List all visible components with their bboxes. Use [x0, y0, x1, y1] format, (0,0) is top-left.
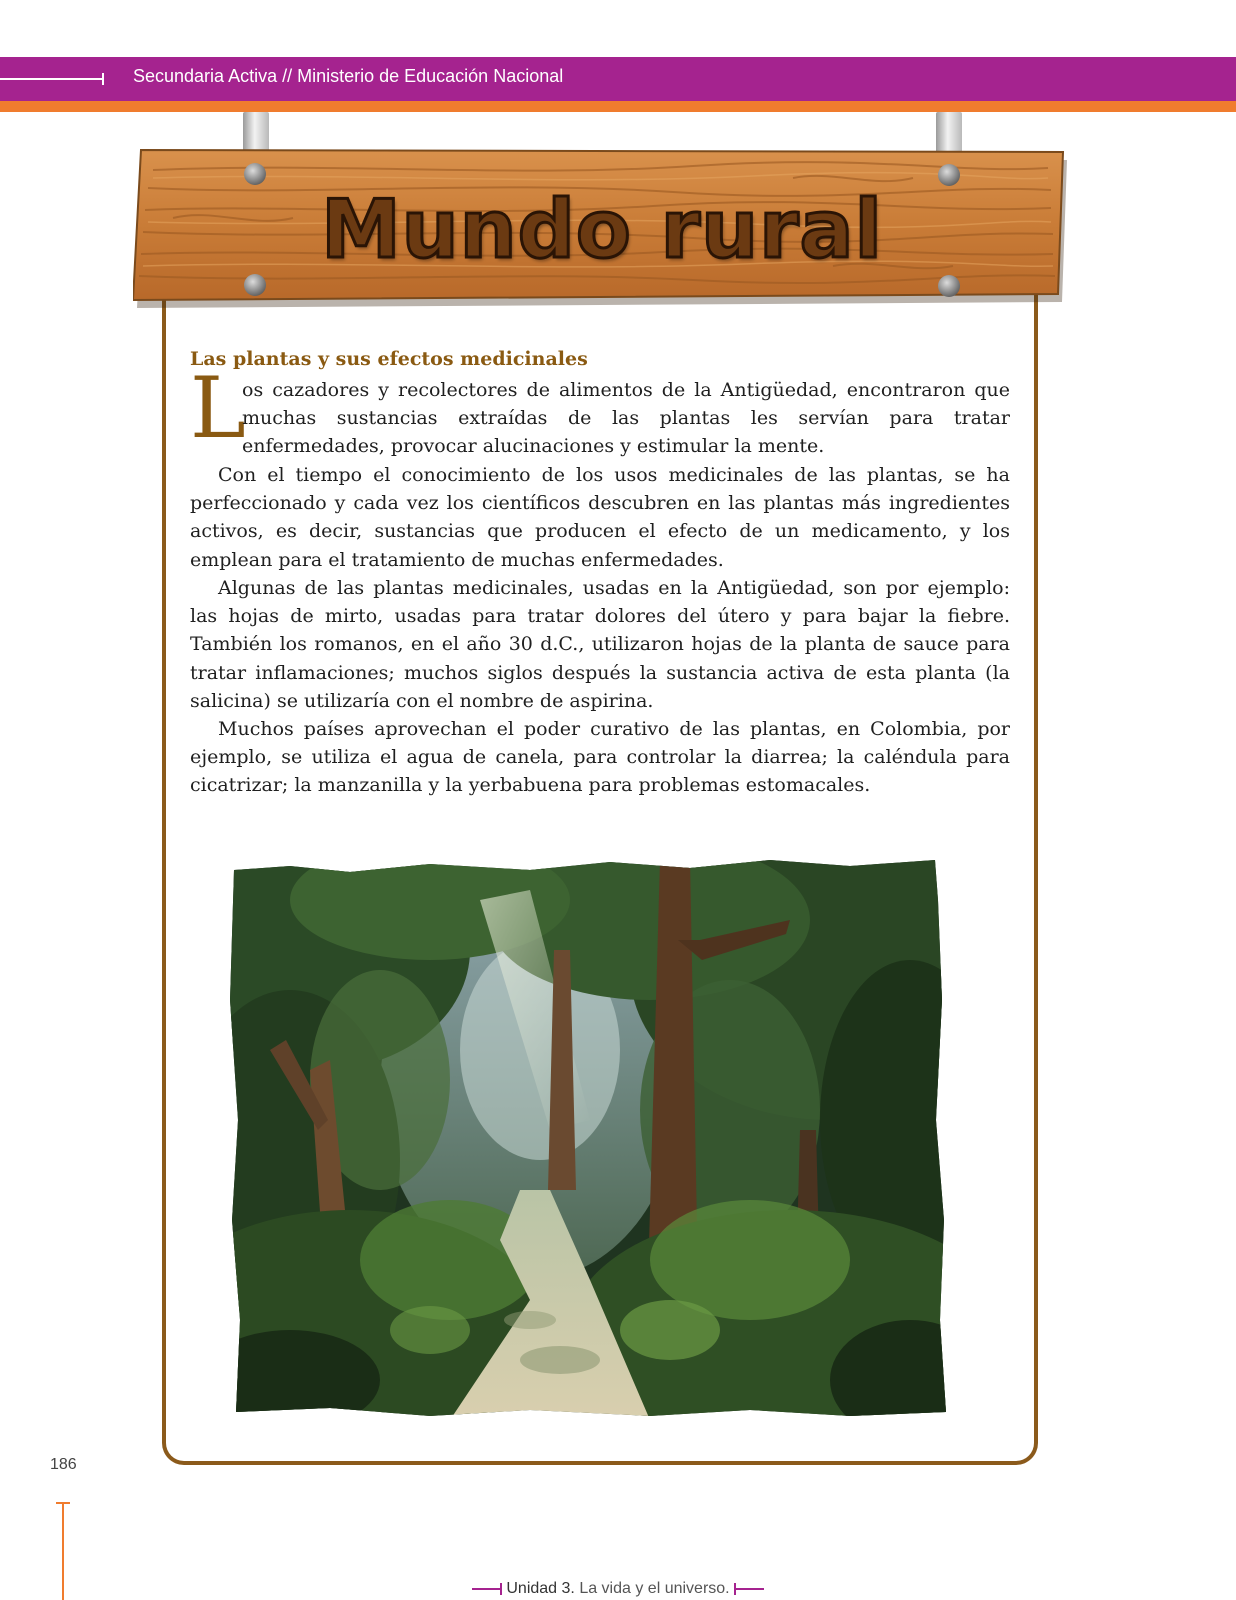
footer-unit-title: La vida y el universo.	[579, 1580, 730, 1597]
body-paragraph: Muchos países aprovechan el poder curativo de las plantas, en Colombia, por ejemplo, se utiliza el agua de canela, para controlar la diarrea; la caléndula para cicatrizar; la manzanilla y la yerbabuena para problemas estomacales.	[190, 718, 1010, 797]
forest-path-illustration	[230, 860, 970, 1438]
bolt-icon	[938, 164, 960, 186]
section-title: Las plantas y sus efectos medicinales	[190, 348, 588, 370]
footer	[0, 1580, 1236, 1598]
body-paragraph: Con el tiempo el conocimiento de los usos medicinales de las plantas, se ha perfeccionado y cada vez los científicos descubren en las plantas más ingredientes activos, es decir, sustancias que producen el efecto de un medicamento, y los emplean para el tratamiento de muchas enfermedades.	[190, 464, 1010, 571]
forest-painting	[230, 860, 970, 1438]
footer-rule-right	[734, 1588, 764, 1590]
header-accent-stripe	[0, 101, 1236, 112]
body-paragraph: Algunas de las plantas medicinales, usadas en la Antigüedad, son por ejemplo: las hojas de mirto, usadas para tratar dolores del útero y para bajar la fiebre. También los romanos, en el año 30 d.C., utilizaron hojas de la planta de sauce para tratar inflamaciones; muchos siglos después la sustancia activa de esta planta (la salicina) se utilizaría con el nombre de aspirina.	[190, 577, 1010, 712]
header-rule	[0, 78, 104, 80]
drop-cap: L	[190, 359, 246, 457]
intro-paragraph: os cazadores y recolectores de alimentos de la Antigüedad, encontraron que muchas sustancias extraídas de las plantas les servían para tratar enfermedades, provocar alucinaciones y estimular la mente.	[242, 379, 1010, 458]
page-number: 186	[50, 1456, 77, 1473]
bolt-icon	[244, 274, 266, 296]
footer-unit: Unidad 3.	[506, 1580, 575, 1597]
footer-rule-left	[472, 1588, 502, 1590]
bolt-icon	[244, 163, 266, 185]
header-publisher: Secundaria Activa // Ministerio de Educación Nacional	[133, 66, 564, 86]
bolt-icon	[938, 275, 960, 297]
wooden-sign	[133, 148, 1071, 310]
sign-title: Mundo rural	[321, 183, 883, 276]
